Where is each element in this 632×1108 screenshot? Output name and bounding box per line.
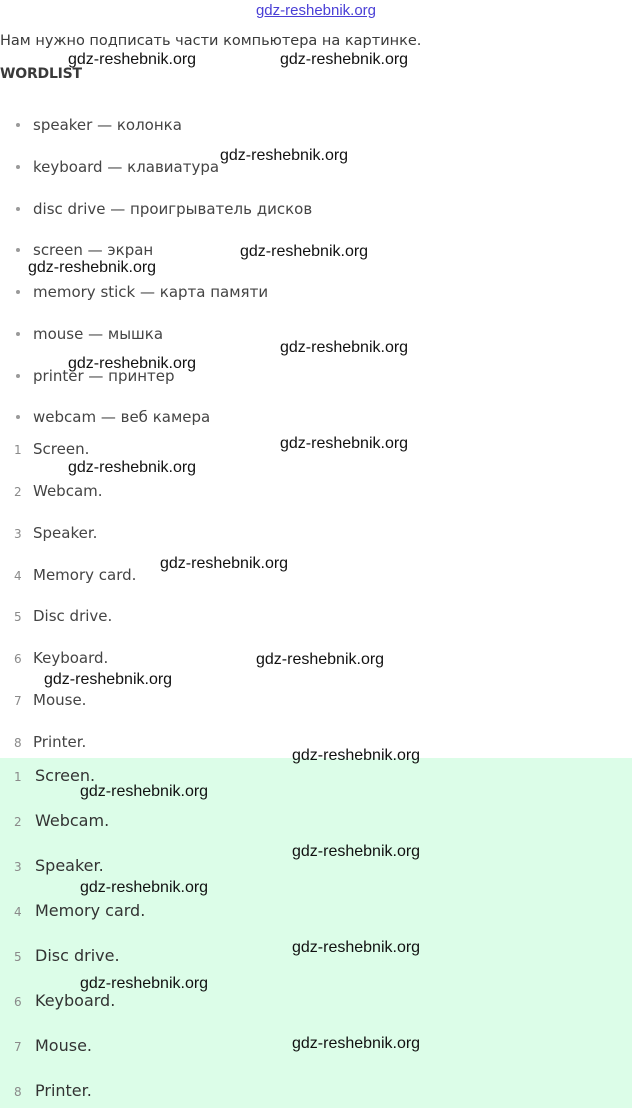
numbered-item: 8 Printer. xyxy=(14,733,87,751)
wordlist-item: disc drive — проигрыватель дисков xyxy=(16,200,312,218)
wordlist-item: webcam — веб камера xyxy=(16,408,210,426)
watermark: gdz-reshebnik.org xyxy=(80,783,209,800)
answer-item: 6 Keyboard. xyxy=(14,991,116,1010)
site-link[interactable]: gdz-reshebnik.org xyxy=(255,2,377,19)
bullet-icon xyxy=(16,207,20,211)
answer-item: 7 Mouse. xyxy=(14,1036,92,1055)
wordlist-item: screen — экран xyxy=(16,241,153,259)
watermark: gdz-reshebnik.org xyxy=(68,51,197,68)
wordlist-title: WORDLIST xyxy=(0,66,82,82)
watermark: gdz-reshebnik.org xyxy=(80,975,209,992)
wordlist-item: keyboard — клавиатура xyxy=(16,158,219,176)
numbered-item: 1 Screen. xyxy=(14,440,90,458)
watermark: gdz-reshebnik.org xyxy=(280,435,409,452)
numbered-item: 2 Webcam. xyxy=(14,482,103,500)
bullet-icon xyxy=(16,415,20,419)
answer-item: 3 Speaker. xyxy=(14,856,104,875)
watermark: gdz-reshebnik.org xyxy=(292,939,421,956)
bullet-icon xyxy=(16,290,20,294)
intro-text: Нам нужно подписать части компьютера на картинке. xyxy=(0,33,422,49)
watermark: gdz-reshebnik.org xyxy=(68,355,197,372)
bullet-icon xyxy=(16,248,20,252)
watermark: gdz-reshebnik.org xyxy=(292,843,421,860)
wordlist-item: mouse — мышка xyxy=(16,325,163,343)
answer-item: 4 Memory card. xyxy=(14,901,146,920)
answer-item: 1 Screen. xyxy=(14,766,96,785)
bullet-icon xyxy=(16,123,20,127)
numbered-item: 4 Memory card. xyxy=(14,566,137,584)
bullet-icon xyxy=(16,332,20,336)
watermark: gdz-reshebnik.org xyxy=(68,459,197,476)
wordlist-item: printer — принтер xyxy=(16,367,175,385)
numbered-item: 3 Speaker. xyxy=(14,524,98,542)
watermark: gdz-reshebnik.org xyxy=(280,51,409,68)
wordlist-item: memory stick — карта памяти xyxy=(16,283,268,301)
numbered-item: 7 Mouse. xyxy=(14,691,87,709)
watermark: gdz-reshebnik.org xyxy=(28,259,157,276)
wordlist-item: speaker — колонка xyxy=(16,116,182,134)
watermark: gdz-reshebnik.org xyxy=(292,1035,421,1052)
numbered-item: 5 Disc drive. xyxy=(14,607,113,625)
answer-item: 5 Disc drive. xyxy=(14,946,120,965)
answer-item: 8 Printer. xyxy=(14,1081,92,1100)
watermark: gdz-reshebnik.org xyxy=(280,339,409,356)
answer-item: 2 Webcam. xyxy=(14,811,110,830)
watermark: gdz-reshebnik.org xyxy=(292,747,421,764)
watermark: gdz-reshebnik.org xyxy=(256,651,385,668)
watermark: gdz-reshebnik.org xyxy=(240,243,369,260)
watermark: gdz-reshebnik.org xyxy=(44,671,173,688)
bullet-icon xyxy=(16,374,20,378)
bullet-icon xyxy=(16,165,20,169)
watermark: gdz-reshebnik.org xyxy=(220,147,349,164)
numbered-item: 6 Keyboard. xyxy=(14,649,109,667)
watermark: gdz-reshebnik.org xyxy=(80,879,209,896)
watermark: gdz-reshebnik.org xyxy=(160,555,289,572)
